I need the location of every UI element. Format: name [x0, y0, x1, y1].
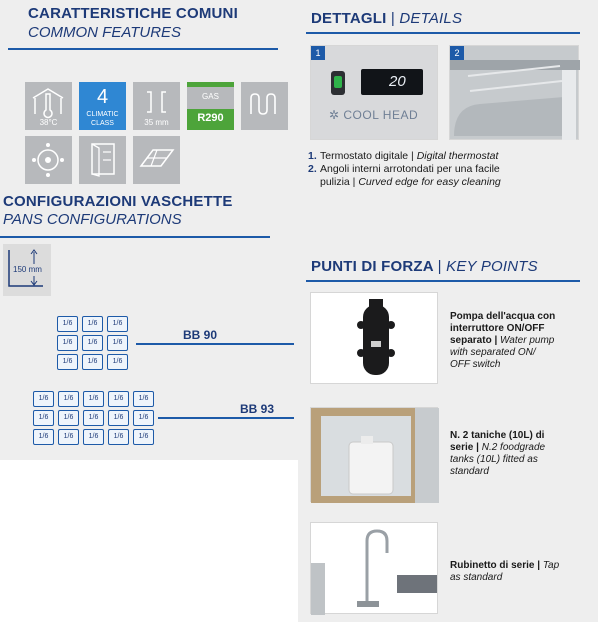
insulation-value: 35 mm — [144, 118, 169, 127]
thermostat-photo — [310, 45, 438, 140]
pan-1-6: 1/6 — [33, 391, 54, 407]
pans-configurations-title: CONFIGURAZIONI VASCHETTE — [3, 193, 233, 210]
details-title — [311, 10, 462, 27]
pan-1-6: 1/6 — [82, 316, 103, 332]
details-item-2: 2. Angoli interni arrotondati per una facile — [308, 163, 500, 175]
pan-1-6: 1/6 — [57, 335, 78, 351]
key-points-title-en: KEY POINTS — [446, 258, 538, 275]
tap-illustration — [311, 523, 439, 615]
fan-tile — [25, 136, 72, 184]
details-title-separator: | — [390, 10, 395, 27]
heating-element-tile — [241, 82, 288, 130]
bb90-connector — [136, 343, 294, 345]
common-features-title: CARATTERISTICHE COMUNI — [28, 5, 238, 22]
pan-1-6: 1/6 — [107, 354, 128, 370]
gas-label: GAS — [202, 92, 219, 101]
insulation-tile — [133, 82, 180, 130]
details-list — [308, 150, 501, 189]
interior-photo — [449, 45, 579, 140]
pan-1-6: 1/6 — [133, 410, 154, 426]
tap-photo — [310, 522, 438, 614]
key-points-title — [311, 258, 538, 275]
bb93-label: BB 93 — [240, 402, 275, 416]
pan-1-6: 1/6 — [82, 354, 103, 370]
pan-1-6: 1/6 — [107, 316, 128, 332]
heating-coil-icon — [241, 82, 288, 130]
temperature-value: 38°C — [39, 118, 58, 127]
temperature-tile — [25, 82, 72, 130]
ventilation-icon — [25, 136, 72, 184]
climatic-class-label-2: CLASS — [91, 120, 114, 127]
brand-name: COOL HEAD — [343, 108, 419, 122]
pan-1-6: 1/6 — [82, 335, 103, 351]
key-point-3-text: Rubinetto di serie | Tap as standard — [450, 560, 560, 583]
gas-value: R290 — [197, 112, 224, 124]
pan-1-6: 1/6 — [58, 410, 79, 426]
tanks-photo — [310, 407, 438, 502]
climatic-class-label: CLIMATIC — [86, 111, 119, 118]
pan-1-6: 1/6 — [58, 391, 79, 407]
photo-number-1: 1 — [311, 46, 325, 60]
gastronorm-pan-icon — [133, 136, 180, 184]
details-title-it: DETTAGLI — [311, 10, 387, 27]
pan-1-6: 1/6 — [57, 316, 78, 332]
pan-1-6: 1/6 — [83, 410, 104, 426]
key-points-title-it: PUNTI DI FORZA — [311, 258, 434, 275]
details-rule — [306, 32, 580, 34]
cabinet-door-icon — [79, 136, 126, 184]
pan-depth-value: 150 mm — [13, 265, 42, 274]
pan-1-6: 1/6 — [83, 391, 104, 407]
pans-rule — [0, 236, 270, 238]
display-value: 20 — [389, 73, 406, 90]
pan-1-6: 1/6 — [57, 354, 78, 370]
climatic-class-tile — [79, 82, 126, 130]
water-pump-icon — [311, 293, 439, 385]
pan-1-6: 1/6 — [108, 391, 129, 407]
pan-1-6: 1/6 — [33, 429, 54, 445]
pan-tile — [133, 136, 180, 184]
pan-1-6: 1/6 — [108, 429, 129, 445]
photo-number-2: 2 — [450, 46, 464, 60]
water-tanks-illustration — [311, 408, 439, 503]
cabinet-tile — [79, 136, 126, 184]
pan-1-6: 1/6 — [107, 335, 128, 351]
pan-1-6: 1/6 — [83, 429, 104, 445]
details-title-en: DETAILS — [399, 10, 463, 27]
pans-configurations-subtitle: PANS CONFIGURATIONS — [3, 211, 182, 228]
digital-display — [361, 69, 423, 95]
key-points-separator: | — [437, 258, 442, 275]
cool-head-logo: ✲ COOL HEAD — [329, 108, 419, 122]
pan-1-6: 1/6 — [133, 391, 154, 407]
pan-1-6: 1/6 — [33, 410, 54, 426]
curved-edge-illustration — [450, 46, 580, 141]
pan-1-6: 1/6 — [58, 429, 79, 445]
details-item-2-cont: pulizia | Curved edge for easy cleaning — [320, 176, 501, 188]
details-item-1: 1. Termostato digitale | Digital thermostat — [308, 150, 499, 162]
climatic-class-number: 4 — [96, 86, 109, 108]
key-point-1-text: Pompa dell'acqua con interruttore ON/OFF separato | Water pump with separated ON/ OFF switch — [450, 311, 556, 370]
common-features-subtitle: COMMON FEATURES — [28, 24, 182, 41]
water-pump-photo — [310, 292, 438, 384]
pan-1-6: 1/6 — [133, 429, 154, 445]
key-point-2-text: N. 2 taniche (10L) di serie | N.2 foodgrade tanks (10L) fitted as standard — [450, 430, 546, 477]
power-switch — [331, 71, 345, 95]
bb93-connector — [158, 417, 294, 419]
pan-depth-badge — [3, 244, 51, 296]
common-features-rule — [8, 48, 278, 50]
gas-tile — [187, 82, 234, 130]
pan-1-6: 1/6 — [108, 410, 129, 426]
bb90-label: BB 90 — [183, 328, 218, 342]
key-points-rule — [306, 280, 580, 282]
